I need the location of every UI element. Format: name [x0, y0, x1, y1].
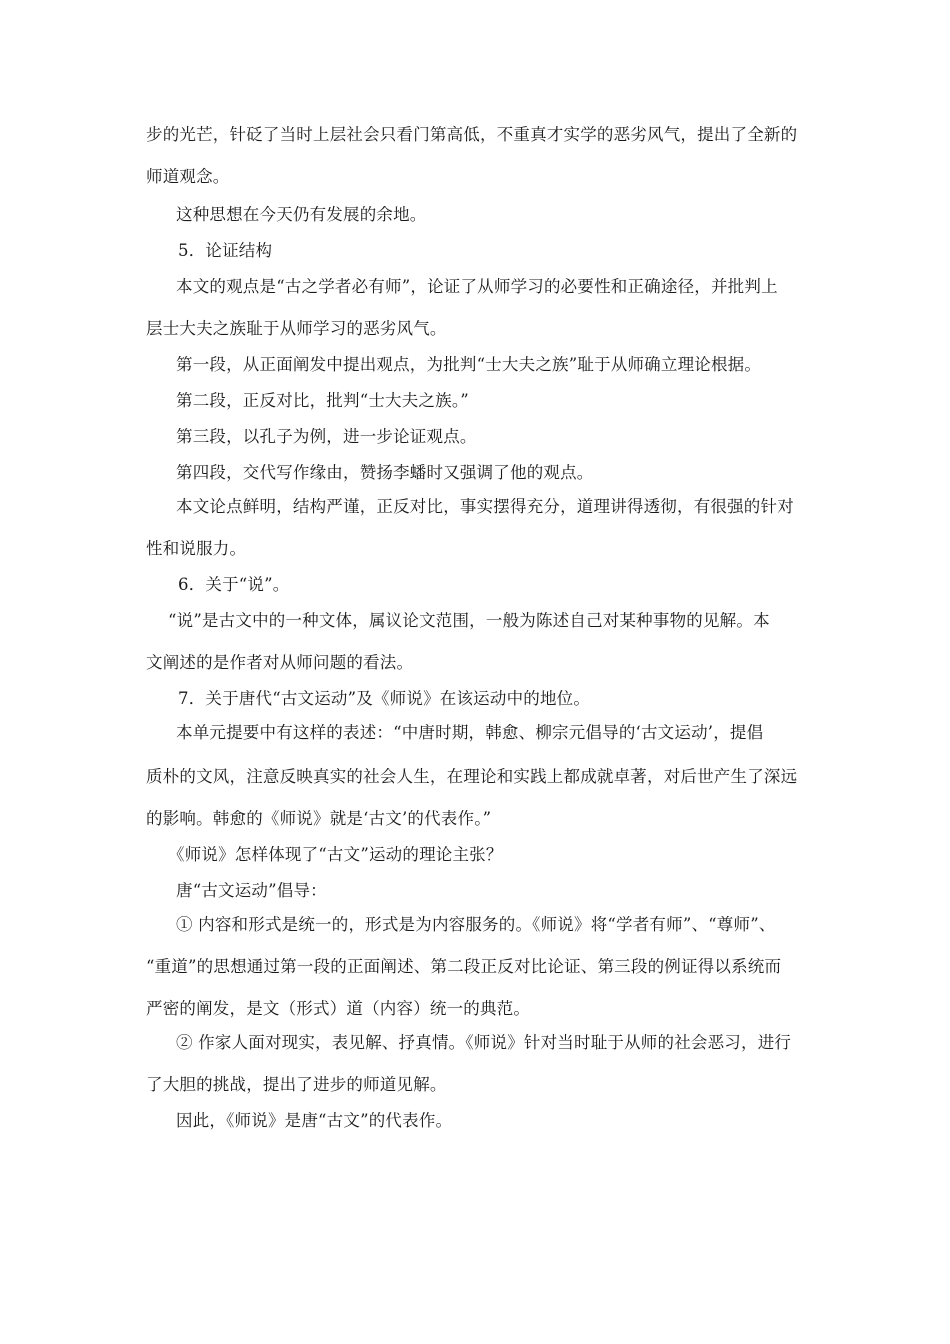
paragraph-line: “重道”的思想通过第一段的正面阐述、第二段正反对比论证、第三段的例证得以系统而 [146, 957, 782, 976]
section-heading: 6．关于“说”。 [178, 575, 290, 594]
paragraph-line: 层士大夫之族耻于从师学习的恶劣风气。 [146, 319, 447, 338]
paragraph-line: 第一段，从正面阐发中提出观点，为批判“士大夫之族”耻于从师确立理论根据。 [176, 355, 762, 374]
paragraph-line: 第三段，以孔子为例，进一步论证观点。 [176, 427, 477, 446]
section-heading: 7．关于唐代“古文运动”及《师说》在该运动中的地位。 [178, 689, 591, 708]
paragraph-line: 唐“古文运动”倡导： [176, 881, 327, 900]
paragraph-line: 本单元提要中有这样的表述：“中唐时期，韩愈、柳宗元倡导的‘古文运动’，提倡 [176, 723, 764, 742]
paragraph-line: 第四段，交代写作缘由，赞扬李蟠时又强调了他的观点。 [176, 463, 594, 482]
paragraph-line: “说”是古文中的一种文体，属议论文范围，一般为陈述自己对某种事物的见解。本 [168, 611, 770, 630]
list-item-line: ② 作家人面对现实，表见解、抒真情。《师说》针对当时耻于从师的社会恶习，进行 [176, 1033, 792, 1052]
paragraph-line: 文阐述的是作者对从师问题的看法。 [146, 653, 414, 672]
paragraph-line: 了大胆的挑战，提出了进步的师道见解。 [146, 1075, 447, 1094]
paragraph-line: 质朴的文风，注意反映真实的社会人生，在理论和实践上都成就卓著，对后世产生了深远 [146, 767, 798, 786]
section-heading: 5．论证结构 [178, 241, 273, 260]
paragraph-line: 本文论点鲜明，结构严谨，正反对比，事实摆得充分，道理讲得透彻，有很强的针对 [176, 497, 794, 516]
paragraph-line: 严密的阐发，是文（形式）道（内容）统一的典范。 [146, 999, 531, 1018]
paragraph-line: 步的光芒，针砭了当时上层社会只看门第高低，不重真才实学的恶劣风气，提出了全新的 [146, 125, 798, 144]
paragraph-line: 师道观念。 [146, 167, 230, 186]
paragraph-line: 本文的观点是“古之学者必有师”，论证了从师学习的必要性和正确途径，并批判上 [176, 277, 778, 296]
paragraph-line: 第二段，正反对比，批判“士大夫之族。” [176, 391, 469, 410]
list-item-line: ① 内容和形式是统一的，形式是为内容服务的。《师说》将“学者有师”、“尊师”、 [176, 915, 776, 934]
paragraph-line: 因此，《师说》是唐“古文”的代表作。 [176, 1111, 453, 1130]
paragraph-line: 性和说服力。 [146, 539, 247, 558]
paragraph-line: 的影响。韩愈的《师说》就是‘古文’的代表作。” [146, 809, 492, 828]
paragraph-line: 这种思想在今天仍有发展的余地。 [176, 205, 427, 224]
paragraph-line: 《师说》怎样体现了“古文”运动的理论主张？ [168, 845, 503, 864]
